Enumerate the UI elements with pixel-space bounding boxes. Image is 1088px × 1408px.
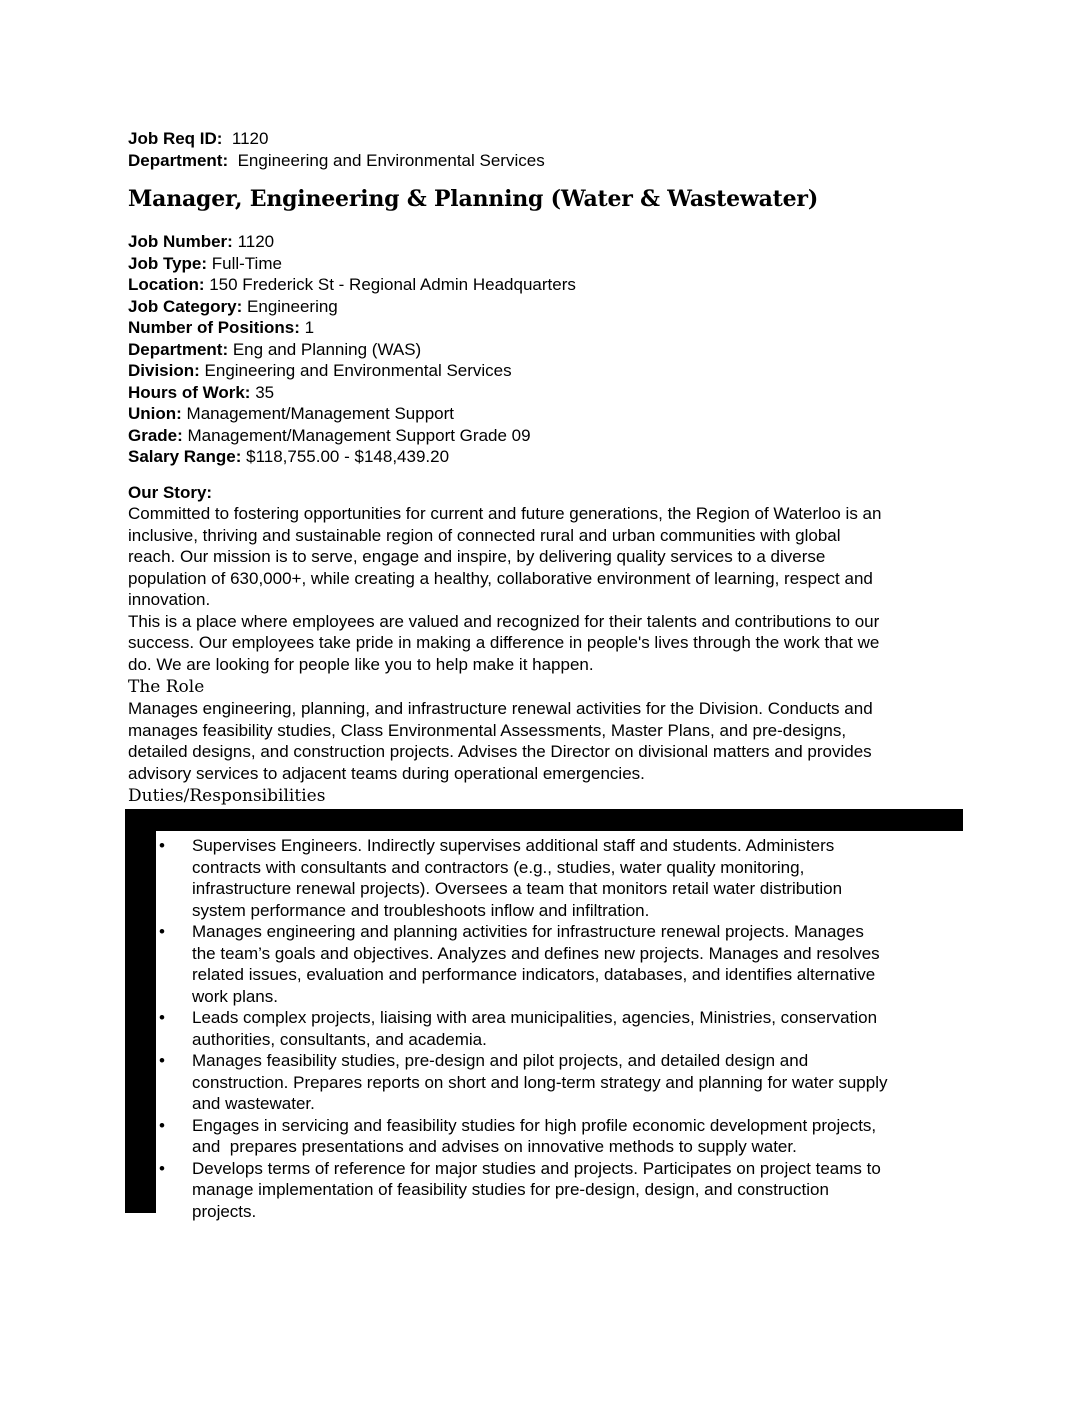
duty-text-line: and wastewater.: [192, 1094, 315, 1113]
bullet-icon: •: [159, 1051, 165, 1070]
detail-row: [128, 317, 964, 339]
duties-list: [159, 835, 972, 1222]
duty-item: [159, 1050, 972, 1115]
detail-row: [128, 446, 964, 468]
text-line: reach. Our mission is to serve, engage and inspire, by delivering quality services to a diverse: [128, 547, 826, 566]
detail-value: $118,755.00 - $148,439.20: [241, 447, 450, 466]
department-label: Department:: [128, 150, 229, 170]
text-line: detailed designs, and construction projects. Advises the Director on divisional matters and provides: [128, 742, 872, 761]
detail-label: Department:: [128, 339, 229, 359]
duty-text-line: Develops terms of reference for major studies and projects. Participates on project teams to: [192, 1158, 881, 1178]
detail-value: Eng and Planning (WAS): [228, 339, 422, 359]
duty-item: [159, 921, 972, 1007]
bullet-icon: •: [159, 836, 165, 855]
detail-label: Division:: [128, 361, 200, 380]
text-line: innovation.: [128, 590, 211, 609]
duties-table-header-bar: [125, 809, 963, 831]
our-story-paragraph-2: [128, 611, 964, 676]
text-line: manages feasibility studies, Class Environmental Assessments, Master Plans, and pre-designs,: [128, 720, 847, 740]
detail-row: [128, 382, 964, 404]
detail-value: Engineering and Environmental Services: [199, 361, 512, 380]
duty-text-line: Engages in servicing and feasibility studies for high profile economic development projects,: [192, 1115, 877, 1135]
duty-text-line: Leads complex projects, liaising with area municipalities, agencies, Ministries, conservation: [192, 1008, 878, 1027]
detail-value: Management/Management Support: [181, 404, 454, 423]
duty-text-line: projects.: [192, 1201, 257, 1221]
our-story-paragraph-1: [128, 503, 964, 611]
duties-table: [128, 809, 964, 1221]
text-line: population of 630,000+, while creating a healthy, collaborative environment of learning, respect and: [128, 568, 873, 588]
detail-row: [128, 296, 964, 318]
detail-value: Engineering: [242, 296, 338, 316]
detail-value: Full-Time: [207, 253, 282, 273]
department-line: [128, 150, 964, 172]
duty-text-line: Manages feasibility studies, pre-design and pilot projects, and detailed design and: [192, 1051, 809, 1070]
duty-text-line: authorities, consultants, and academia.: [192, 1029, 487, 1049]
detail-label: Hours of Work:: [128, 382, 251, 402]
duty-text-line: manage implementation of feasibility studies for pre-design, design, and construction: [192, 1180, 829, 1199]
duty-text-line: construction. Prepares reports on short and long-term strategy and planning for water supply: [192, 1072, 888, 1092]
bullet-icon: •: [159, 1158, 165, 1178]
the-role-heading: The Role: [128, 677, 205, 697]
page-title: Manager, Engineering & Planning (Water & Wastewater): [128, 186, 819, 212]
duty-text-line: related issues, evaluation and performance indicators, databases, and identifies alternative: [192, 965, 876, 984]
job-req-id-label: Job Req ID:: [128, 129, 223, 148]
text-line: do. We are looking for people like you to help make it happen.: [128, 654, 594, 674]
duties-table-left-bar: [125, 809, 156, 1213]
detail-label: Job Number:: [128, 232, 233, 251]
job-details-list: [128, 231, 964, 468]
detail-value: 150 Frederick St - Regional Admin Headquarters: [204, 275, 576, 294]
job-req-id-line: [128, 128, 964, 150]
detail-row: [128, 339, 964, 361]
duties-heading: Duties/Responsibilities: [128, 786, 326, 806]
detail-row: [128, 403, 964, 425]
text-line: Manages engineering, planning, and infrastructure renewal activities for the Division. Conducts and: [128, 699, 873, 718]
detail-row: [128, 231, 964, 253]
detail-row: [128, 360, 964, 382]
detail-label: Grade:: [128, 425, 183, 445]
duty-item: [159, 1115, 972, 1158]
duty-item: [159, 835, 972, 921]
text-line: This is a place where employees are valued and recognized for their talents and contributions to our: [128, 611, 880, 631]
detail-value: 1120: [232, 232, 275, 251]
detail-label: Number of Positions:: [128, 318, 300, 337]
detail-row: [128, 274, 964, 296]
job-posting-document: [128, 128, 964, 1221]
text-line: success. Our employees take pride in making a difference in people's lives through the work that we: [128, 633, 880, 652]
duty-item: [159, 1158, 972, 1223]
text-line: inclusive, thriving and sustainable region of connected rural and urban communities with global: [128, 525, 841, 545]
bullet-icon: •: [159, 1008, 165, 1027]
the-role-paragraph: [128, 698, 964, 784]
detail-row: [128, 253, 964, 275]
duty-text-line: work plans.: [192, 986, 278, 1006]
text-line: Committed to fostering opportunities for current and future generations, the Region of Waterloo is an: [128, 504, 882, 523]
duty-text-line: system performance and troubleshoots inflow and infiltration.: [192, 900, 650, 920]
our-story-heading: Our Story:: [128, 482, 213, 502]
duty-text-line: the team’s goals and objectives. Analyzes and defines new projects. Manages and resolves: [192, 943, 880, 963]
duty-item: [159, 1007, 972, 1050]
bullet-icon: •: [159, 1115, 165, 1135]
job-req-id-value: 1120: [231, 129, 269, 148]
detail-label: Location:: [128, 275, 205, 294]
detail-value: Management/Management Support Grade 09: [182, 425, 531, 445]
detail-value: 35: [250, 382, 275, 402]
department-value: Engineering and Environmental Services: [237, 150, 545, 170]
detail-label: Job Type:: [128, 253, 208, 273]
detail-value: 1: [299, 318, 315, 337]
detail-label: Job Category:: [128, 296, 243, 316]
duty-text-line: Manages engineering and planning activities for infrastructure renewal projects. Manages: [192, 922, 864, 941]
bullet-icon: •: [159, 922, 165, 941]
duty-text-line: infrastructure renewal projects). Oversees a team that monitors retail water distribution: [192, 879, 843, 898]
detail-label: Salary Range:: [128, 447, 242, 466]
detail-label: Union:: [128, 404, 182, 423]
detail-row: [128, 425, 964, 447]
duty-text-line: contracts with consultants and contractors (e.g., studies, water quality monitoring,: [192, 857, 805, 877]
duty-text-line: Supervises Engineers. Indirectly supervises additional staff and students. Administers: [192, 836, 835, 855]
duty-text-line: and prepares presentations and advises on innovative methods to supply water.: [192, 1137, 797, 1156]
text-line: advisory services to adjacent teams during operational emergencies.: [128, 763, 645, 783]
